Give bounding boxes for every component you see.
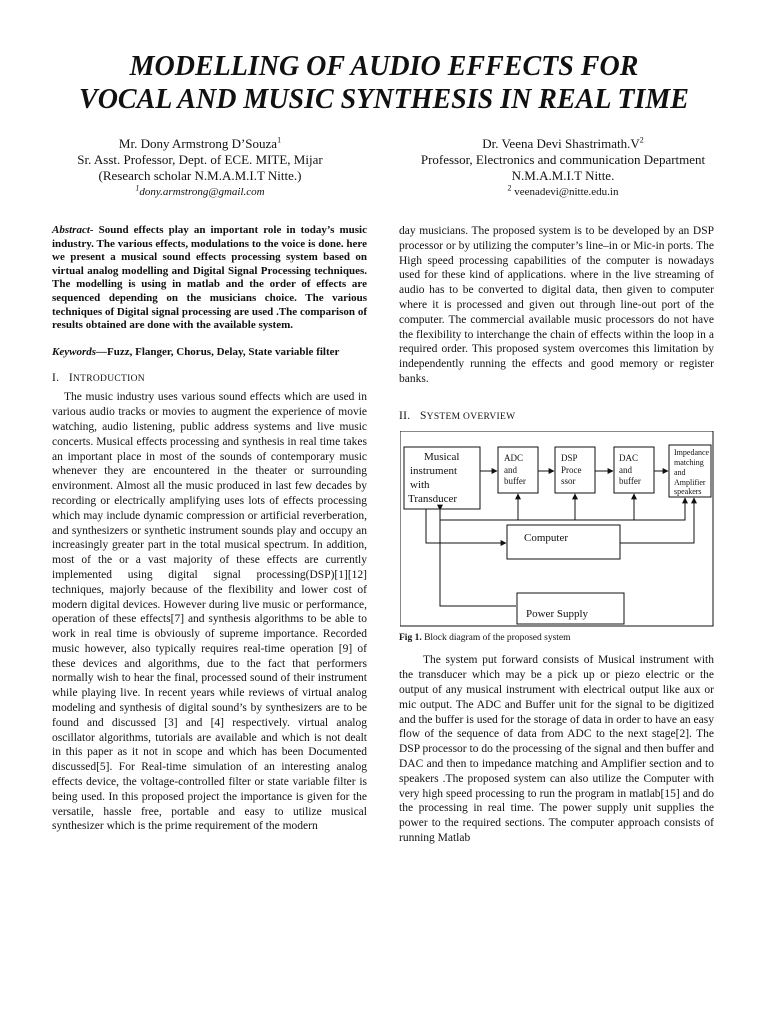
abstract: Abstract- Sound effects play an important role in today’s music industry. The various effects, modulations to the voice is done. here we present a musical sound effects processing system based on virtual analog modelling and Digital Signal Processing techniques. The modelling is using in matlab and the order of effects are sequenced depending on the musicians choice. The various techniques of Digital signal processing are used .The comparison of results obtained are done with the available system.	[52, 224, 367, 332]
body-paragraph: day musicians. The proposed system is to be developed by an DSP processor or by utilizing the computer’s line–in or Mic-in ports. The High speed processing capabilities of the computer is nowadays used for these kind of applications. where in the live streaming of audio has to be converted to digital data, then given to computer where it is processed and given out through line-out port of the computer. The commercial available music processors do not have the flexibility to interchange the chain of effects within the loop in a required order. This proposed system overcomes this limitation by independently running the effects and good memory or register banks.	[399, 225, 714, 385]
author-affiliation-2: (Research scholar N.M.A.M.I.T Nitte.)	[98, 168, 302, 183]
author-affiliation: Professor, Electronics and communication Department	[420, 152, 706, 167]
dac-buffer-label: DAC and buffer	[619, 452, 641, 486]
author-block-1	[40, 136, 360, 200]
author-name: Dr. Veena Devi $Shastrimath.V^2$	[482, 135, 644, 151]
author-name: Mr. Dony Armstrong D’Souza$^1$	[118, 135, 282, 151]
computer-label: Computer	[524, 531, 568, 544]
title-line-1: MODELLING OF AUDIO EFFECTS FOR	[129, 51, 639, 82]
author-email: $^1$dony.armstrong@gmail.com	[135, 183, 265, 198]
section-heading-system-overview: II. SYSTEM OVERVIEW	[399, 409, 516, 422]
section-heading-introduction: I. INTRODUCTION	[52, 371, 145, 384]
power-supply-label: Power Supply	[526, 607, 589, 620]
author-block-2	[392, 136, 734, 200]
adc-buffer-label: ADC and buffer	[504, 452, 526, 486]
left-column	[52, 224, 367, 834]
system-overview-paragraph: The system put forward consists of Musical instrument with the transducer which may be a pick up or piezo electric or the output of any musical instrument with electrical output like aux or mic output. The ADC and Buffer unit for the signal to be digitized and the buffer is used for the storage of data in order to have an easy flow of the sequence of data from ADC to the next stage[2]. The DSP processor to do the processing of the signal and then buffer and DAC and then to impedance matching and Amplifier section and to speakers .The proposed system can also utilize the Computer with very high speed processing to run the program in matlab[15] and do the processing in real time. The power supply unit supplies the power to the required sections. The computer approach consists of running Matlab	[399, 654, 714, 844]
author-email: $^2$ veenadevi@nitte.edu.in	[507, 183, 619, 198]
block-diagram	[400, 431, 714, 627]
introduction-paragraph: The music industry uses various sound effects which are used in various audio tracks or movies to augment the experience of movie watching, audio listening, public address systems and live music concerts. Musical effects processing and synthesis in real time takes an important place in most of the sounds of contemporary music whenever they are encountered in the theater or surrounding environment. Almost all the music produced in last few decades by recording or electrically amplifying uses lots of effects processing which may include dynamic compression or artificial reverberation, and synthesizers or synthetic instrument sounds play and occupy an increasingly greater part in the total musical spectrum. In addition, most of the or a vast majority of these effects are currently implemented using digital signal processing(DSP)[1][12] techniques, majorly because of the flexibility and lower cost of modern digital devices. However during live music or performance, operation of these effects[7] and synthesis algorithms to be able to work in real time is obviously of supreme importance. Recorded music however, also typically requires real-time operation [9] of these devices and algorithms, due to the fact that performers normally wish to hear the final, processed sound of their instrument while playing live. In recent years while reviews of virtual analog modeling and synthesis of digital sound’s by synthesizers are to be found and discussed [3] and [4] respectively. virtual analog oscillator algorithms, tutorials are available and which is not dealt in this paper as it not in scope and which has been Documented discussed[5]. For Real-time simulation of an interesting analog effects device, the voltage-controlled filter or state variable filter is being used. In this proposed project the importance is given for the versatile, hassle free, portable and easy to utilize musical synthesizer which is the prime requirement of the modern	[52, 391, 367, 833]
figure-caption: Fig 1. Block diagram of the proposed system	[399, 632, 571, 643]
connector-power-instrument	[440, 510, 516, 606]
author-affiliation-2: N.M.A.M.I.T Nitte.	[511, 168, 615, 183]
author-affiliation: Sr. Asst. Professor, Dept. of ECE. MITE, Mijar	[77, 152, 323, 167]
paper-title	[30, 50, 738, 116]
impedance-amplifier-label: Impedance matching and Amplifier speakers	[674, 447, 710, 496]
connector-instrument-computer	[426, 509, 506, 543]
musical-instrument-label: Musical instrument with Transducer	[408, 450, 460, 505]
dsp-processor-label: DSP Proce ssor	[561, 452, 582, 486]
title-line-2: VOCAL AND MUSIC SYNTHESIS IN REAL TIME	[79, 84, 689, 115]
right-column	[399, 224, 714, 846]
keywords: Keywords—Fuzz, Flanger, Chorus, Delay, State variable filter	[52, 345, 340, 358]
